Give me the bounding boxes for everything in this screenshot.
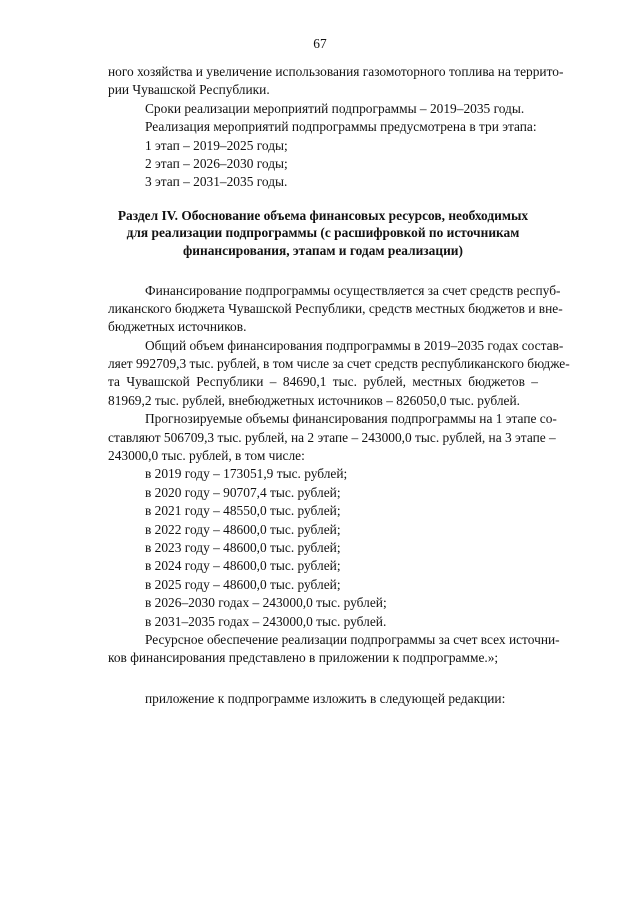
financing-block (108, 282, 570, 668)
text-line: ного хозяйства и увеличение использования газомоторного топлива на террито- (108, 64, 564, 79)
text-line: Сроки реализации мероприятий подпрограммы – 2019–2035 годы. (145, 100, 525, 116)
text-line: в 2019 году – 173051,9 тыс. рублей; (145, 466, 348, 482)
section-heading (108, 207, 538, 260)
text-line: в 2031–2035 годах – 243000,0 тыс. рублей. (145, 613, 387, 629)
text-line: в 2024 году – 48600,0 тыс. рублей; (145, 558, 341, 574)
text-line: Ресурсное обеспечение реализации подпрограммы за счет всех источни- (145, 631, 560, 647)
heading-line: финансирования, этапам и годам реализации) (183, 242, 463, 258)
text-line: та Чувашской Республики – 84690,1 тыс. рублей, местных бюджетов – (108, 374, 538, 390)
text-line: 1 этап – 2019–2025 годы; (145, 137, 288, 153)
text-line: 2 этап – 2026–2030 годы; (145, 155, 288, 171)
text-line: в 2023 году – 48600,0 тыс. рублей; (145, 539, 341, 555)
text-line: Прогнозируемые объемы финансирования подпрограммы на 1 этапе со- (145, 411, 557, 427)
text-line: ставляют 506709,3 тыс. рублей, на 2 этапе – 243000,0 тыс. рублей, на 3 этапе – (108, 429, 556, 445)
text-line: бюджетных источников. (108, 319, 247, 335)
text-line: в 2026–2030 годах – 243000,0 тыс. рублей; (145, 595, 387, 611)
text-line: ликанского бюджета Чувашской Республики, средств местных бюджетов и вне- (108, 300, 563, 316)
text-line: 81969,2 тыс. рублей, внебюджетных источников – 826050,0 тыс. рублей. (108, 392, 520, 408)
text-line: Реализация мероприятий подпрограммы предусмотрена в три этапа: (145, 119, 537, 135)
text-line: в 2022 году – 48600,0 тыс. рублей; (145, 521, 341, 537)
text-line: Общий объем финансирования подпрограммы в 2019–2035 годах состав- (145, 337, 564, 353)
page-number: 67 (313, 36, 327, 51)
closing-line: приложение к подпрограмме изложить в следующей редакции: (145, 690, 506, 706)
text-line: 3 этап – 2031–2035 годы. (145, 174, 288, 190)
text-line: рии Чувашской Республики. (108, 82, 270, 98)
text-line: ляет 992709,3 тыс. рублей, в том числе за счет средств республиканского бюдже- (108, 356, 570, 372)
text-line: 243000,0 тыс. рублей, в том числе: (108, 448, 305, 464)
heading-line: Раздел IV. Обоснование объема финансовых ресурсов, необходимых (117, 207, 529, 223)
text-line: в 2025 году – 48600,0 тыс. рублей; (145, 576, 341, 592)
heading-line: для реализации подпрограммы (с расшифровкой по источникам (126, 225, 520, 241)
intro-block (108, 63, 564, 192)
document-body (108, 63, 570, 708)
text-line: в 2020 году – 90707,4 тыс. рублей; (145, 484, 341, 500)
text-line: ков финансирования представлено в приложении к подпрограмме.»; (108, 650, 499, 666)
text-line: Финансирование подпрограммы осуществляется за счет средств респуб- (145, 282, 561, 298)
text-line: в 2021 году – 48550,0 тыс. рублей; (145, 503, 341, 519)
